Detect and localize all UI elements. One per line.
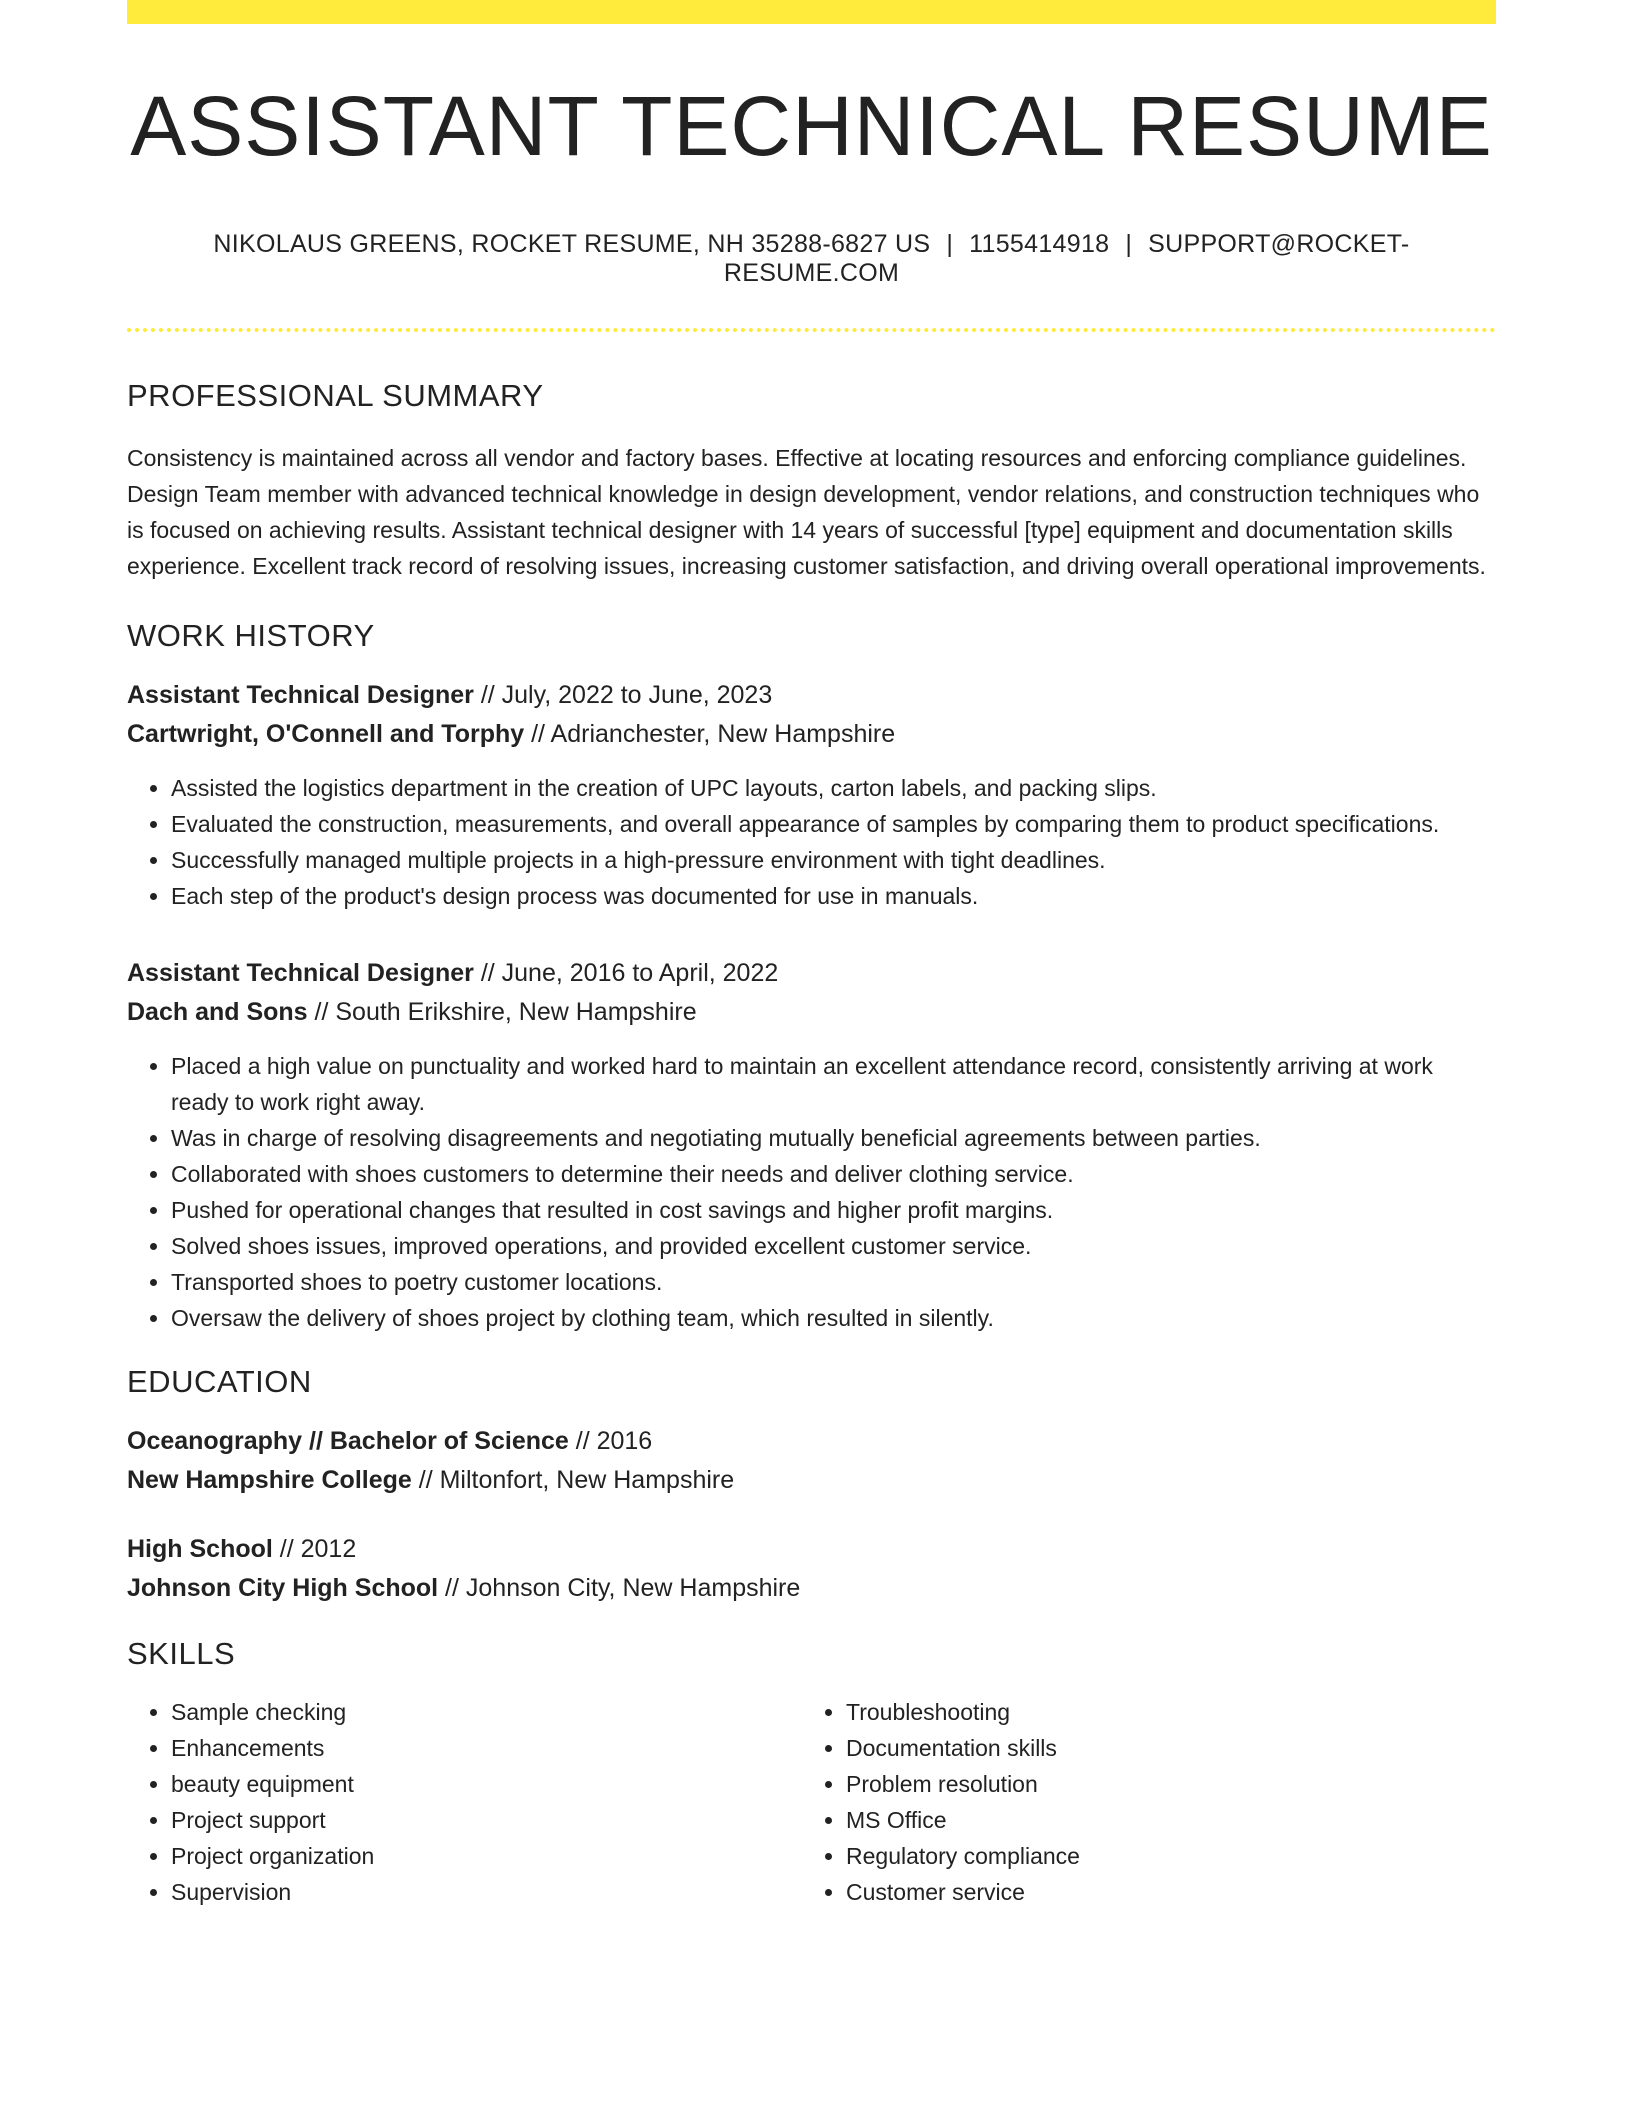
job-bullet: • Transported shoes to poetry customer locations. [171, 1264, 1496, 1300]
education-year: // 2012 [272, 1535, 357, 1564]
job-title: Assistant Technical Designer [127, 959, 474, 988]
job-company-line [127, 715, 1496, 754]
resume-title: ASSISTANT TECHNICAL RESUME [130, 79, 1493, 173]
job-bullet: • Solved shoes issues, improved operations, and provided excellent customer service. [171, 1228, 1496, 1264]
skill-item: • Sample checking [171, 1694, 802, 1730]
job-bullet: • Placed a high value on punctuality and worked hard to maintain an excellent attendance record, consistently arriving at work ready to work right away. [171, 1048, 1496, 1120]
skills-column-right [802, 1694, 1477, 1910]
summary-text: Consistency is maintained across all vendor and factory bases. Effective at locating resources and enforcing compliance guidelines. Design Team member with advanced technical knowledge in design development, vendor relations, and construction techniques who is focused on achieving results. Assistant technical designer with 14 years of successful [type] equipment and documentation skills experience. Excellent track record of resolving issues, increasing customer satisfaction, and driving overall operational improvements. [127, 445, 1486, 580]
education-heading: EDUCATION [127, 1364, 312, 1400]
job-location: // Adrianchester, New Hampshire [524, 720, 896, 749]
job-bullet: • Was in charge of resolving disagreements and negotiating mutually beneficial agreements between parties. [171, 1120, 1496, 1156]
skills-list [127, 1694, 802, 1910]
education-school: Johnson City High School [127, 1574, 439, 1603]
job-bullet: • Successfully managed multiple projects in a high-pressure environment with tight deadlines. [171, 842, 1496, 878]
education-location: // Johnson City, New Hampshire [438, 1574, 801, 1603]
job-location: // South Erikshire, New Hampshire [307, 998, 697, 1027]
skill-item: • Troubleshooting [846, 1694, 1477, 1730]
job-entry [127, 676, 1496, 914]
job-entry [127, 954, 1496, 1336]
education-school: New Hampshire College [127, 1466, 412, 1495]
education-degree: High School [127, 1535, 273, 1564]
job-company: Cartwright, O'Connell and Torphy [127, 720, 525, 749]
skills-column-left [127, 1694, 802, 1910]
contact-separator: | [946, 230, 954, 259]
header-divider [127, 328, 1496, 332]
job-company-line [127, 993, 1496, 1032]
skills-list [802, 1694, 1477, 1910]
job-bullets [127, 1048, 1496, 1336]
education-entry [127, 1422, 1496, 1500]
education-location: // Miltonfort, New Hampshire [411, 1466, 735, 1495]
job-title-line [127, 954, 1496, 993]
job-bullet: • Evaluated the construction, measurements, and overall appearance of samples by comparing them to product specifications. [171, 806, 1496, 842]
work-history-heading: WORK HISTORY [127, 618, 375, 654]
top-accent-bar [127, 0, 1496, 24]
job-title: Assistant Technical Designer [127, 681, 474, 710]
skills-grid [127, 1694, 1496, 1910]
skills-heading: SKILLS [127, 1636, 236, 1672]
job-bullet: • Assisted the logistics department in the creation of UPC layouts, carton labels, and packing slips. [171, 770, 1496, 806]
skill-item: • Regulatory compliance [846, 1838, 1477, 1874]
skill-item: • beauty equipment [171, 1766, 802, 1802]
skill-item: • Customer service [846, 1874, 1477, 1910]
contact-separator: | [1125, 230, 1133, 259]
contact-line [127, 230, 1496, 288]
job-bullet: • Oversaw the delivery of shoes project by clothing team, which resulted in silently. [171, 1300, 1496, 1336]
job-bullet: • Each step of the product's design process was documented for use in manuals. [171, 878, 1496, 914]
job-bullet: • Collaborated with shoes customers to determine their needs and deliver clothing service. [171, 1156, 1496, 1192]
job-dates: // July, 2022 to June, 2023 [473, 681, 773, 710]
education-school-line [127, 1569, 1496, 1608]
education-school-line [127, 1461, 1496, 1500]
contact-address: NIKOLAUS GREENS, ROCKET RESUME, NH 35288-6827 US [213, 230, 931, 259]
education-degree: Oceanography // Bachelor of Science [127, 1427, 569, 1456]
summary-heading: PROFESSIONAL SUMMARY [127, 378, 544, 414]
resume-page [127, 0, 1496, 1910]
education-year: // 2016 [568, 1427, 653, 1456]
skill-item: • Supervision [171, 1874, 802, 1910]
job-company: Dach and Sons [127, 998, 308, 1027]
skill-item: • Enhancements [171, 1730, 802, 1766]
skill-item: • Problem resolution [846, 1766, 1477, 1802]
skill-item: • MS Office [846, 1802, 1477, 1838]
job-bullet: • Pushed for operational changes that resulted in cost savings and higher profit margins. [171, 1192, 1496, 1228]
contact-email: SUPPORT@ROCKET-RESUME.COM [723, 230, 1410, 288]
skill-item: • Documentation skills [846, 1730, 1477, 1766]
education-degree-line [127, 1530, 1496, 1569]
job-dates: // June, 2016 to April, 2022 [473, 959, 779, 988]
education-degree-line [127, 1422, 1496, 1461]
education-entry [127, 1530, 1496, 1608]
job-title-line [127, 676, 1496, 715]
job-bullets [127, 770, 1496, 914]
contact-phone: 1155414918 [969, 230, 1110, 259]
skill-item: • Project support [171, 1802, 802, 1838]
skill-item: • Project organization [171, 1838, 802, 1874]
